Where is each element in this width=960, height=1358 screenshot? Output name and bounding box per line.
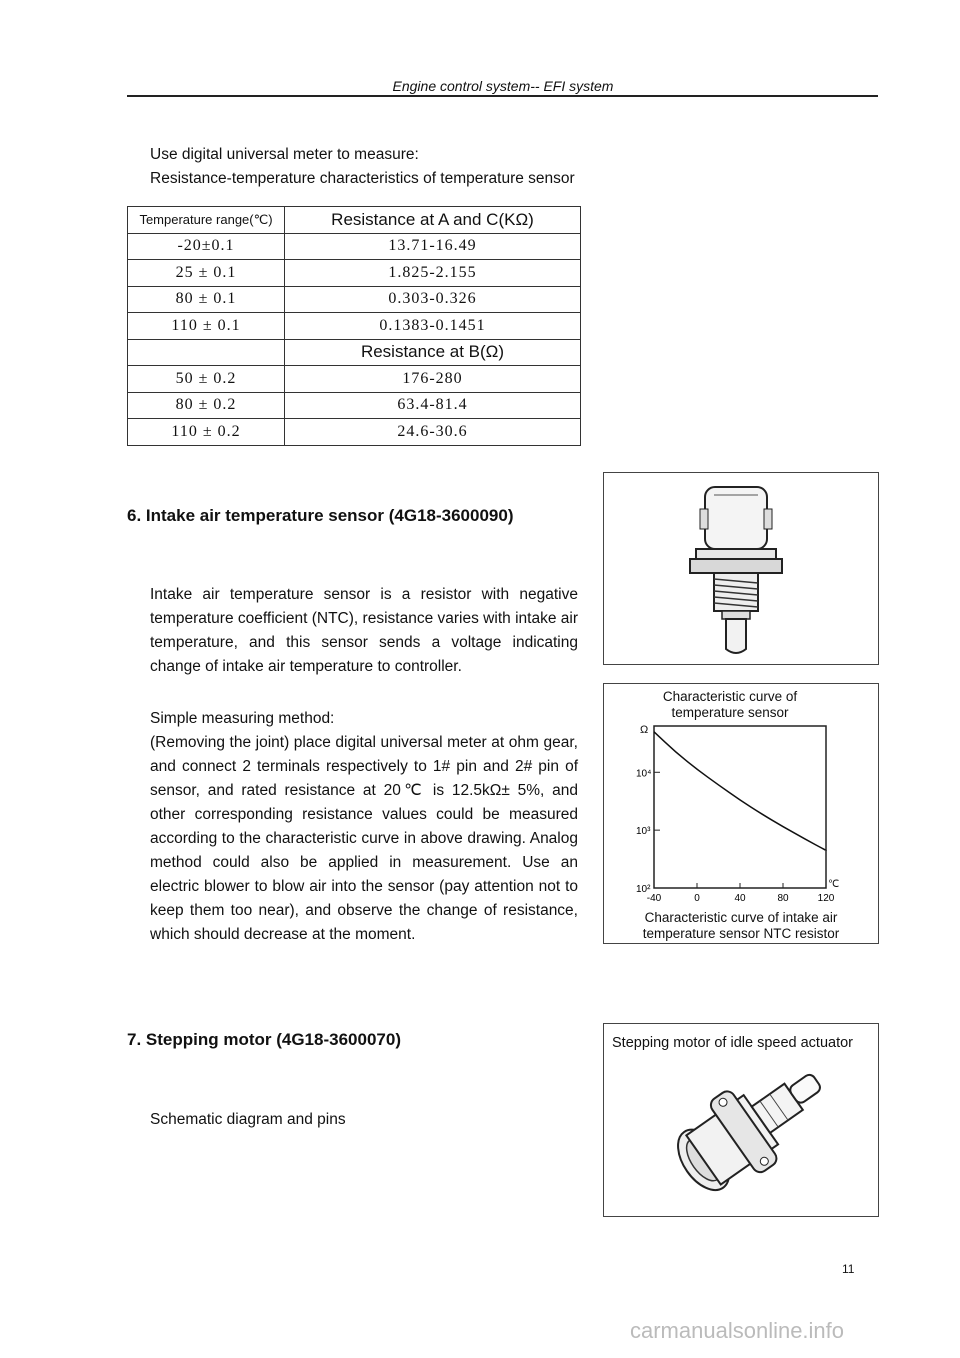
page-header-title: Engine control system-- EFI system — [392, 78, 614, 94]
method-title: Simple measuring method: — [150, 710, 335, 727]
stepping-motor-caption: Stepping motor of idle speed actuator — [612, 1035, 854, 1051]
section-7-text: Schematic diagram and pins — [150, 1111, 346, 1128]
table-row — [128, 233, 581, 260]
cell-temp: 80 ± 0.2 — [128, 392, 285, 419]
temperature-sensor-illustration — [604, 473, 878, 664]
sensor-photo-box — [603, 472, 879, 665]
x-tick-label: 80 — [777, 893, 789, 904]
x-axis-unit: ℃ — [828, 879, 840, 890]
cell-temp: 25 ± 0.1 — [128, 260, 285, 287]
cell-empty — [128, 339, 285, 366]
stepping-motor-box — [603, 1023, 879, 1217]
ntc-curve-line — [654, 732, 826, 851]
y-tick-label: 10² — [636, 884, 651, 895]
cell-temp: 110 ± 0.1 — [128, 313, 285, 340]
y-tick-label: 10⁴ — [636, 768, 652, 780]
section-6-title: 6. Intake air temperature sensor (4G18-3600090) — [127, 506, 514, 525]
cell-temp: 50 ± 0.2 — [128, 366, 285, 393]
table-header-row — [128, 207, 581, 234]
page-number: 11 — [842, 1262, 855, 1276]
table-subheader-row — [128, 339, 581, 366]
cell-resistance: 63.4-81.4 — [285, 392, 581, 419]
cell-temp: 110 ± 0.2 — [128, 419, 285, 446]
characteristic-curve-box — [603, 683, 879, 944]
col-header-temperature: Temperature range(℃) — [128, 207, 285, 234]
col-header-resistance-ac: Resistance at A and C(KΩ) — [285, 207, 581, 234]
cell-resistance: 0.303-0.326 — [285, 286, 581, 313]
section-7-title: 7. Stepping motor (4G18-3600070) — [127, 1030, 401, 1049]
cell-resistance: 1.825-2.155 — [285, 260, 581, 287]
header-rule — [127, 95, 878, 97]
cell-resistance: 0.1383-0.1451 — [285, 313, 581, 340]
cell-temp: -20±0.1 — [128, 233, 285, 260]
intro-text — [150, 143, 575, 191]
method-text: (Removing the joint) place digital universal meter at ohm gear, and connect 2 terminals respectively to 1# pin and 2# pin of sensor, and rated resistance at 20℃ is 12.5kΩ± 5%, and other corresponding resistance values could be measured according to the characteristic curve in above drawing. Analog method could also be applied in measurement. Use an electric blower to blow air into the sensor (pay attention not to keep them too near), and observe the change of resistance, which should decrease at the moment. — [150, 734, 578, 943]
y-axis-label: Ω — [640, 724, 649, 736]
cell-resistance: 13.71-16.49 — [285, 233, 581, 260]
table-row — [128, 392, 581, 419]
table-row — [128, 366, 581, 393]
chart-caption: Characteristic curve of intake air temperature sensor NTC resistor — [642, 910, 840, 941]
stepping-motor-illustration — [604, 1024, 878, 1216]
resistance-table — [127, 206, 581, 446]
cell-resistance: 176-280 — [285, 366, 581, 393]
x-tick-label: 0 — [694, 893, 700, 904]
cell-temp: 80 ± 0.1 — [128, 286, 285, 313]
cell-resistance: 24.6-30.6 — [285, 419, 581, 446]
ntc-curve-chart — [604, 684, 878, 943]
table-row — [128, 286, 581, 313]
subheader-resistance-b: Resistance at B(Ω) — [285, 339, 581, 366]
table-row — [128, 260, 581, 287]
section-6-paragraph: Intake air temperature sensor is a resistor with negative temperature coefficient (NTC), resistance varies with intake air temperature, and this sensor sends a voltage indicating change of intake air temperature to controller. — [150, 586, 578, 675]
chart-title: Characteristic curve of temperature sensor — [662, 689, 798, 720]
x-tick-label: 40 — [734, 893, 746, 904]
watermark: carmanualsonline.info — [630, 1318, 845, 1343]
intro-line-2: Resistance-temperature characteristics of temperature sensor — [150, 170, 575, 187]
y-tick-label: 10³ — [636, 826, 651, 838]
table-row — [128, 419, 581, 446]
x-tick-label: 120 — [817, 893, 835, 904]
plot-frame — [654, 726, 826, 888]
intro-line-1: Use digital universal meter to measure: — [150, 146, 419, 163]
table-row — [128, 313, 581, 340]
x-tick-label: -40 — [646, 893, 662, 904]
